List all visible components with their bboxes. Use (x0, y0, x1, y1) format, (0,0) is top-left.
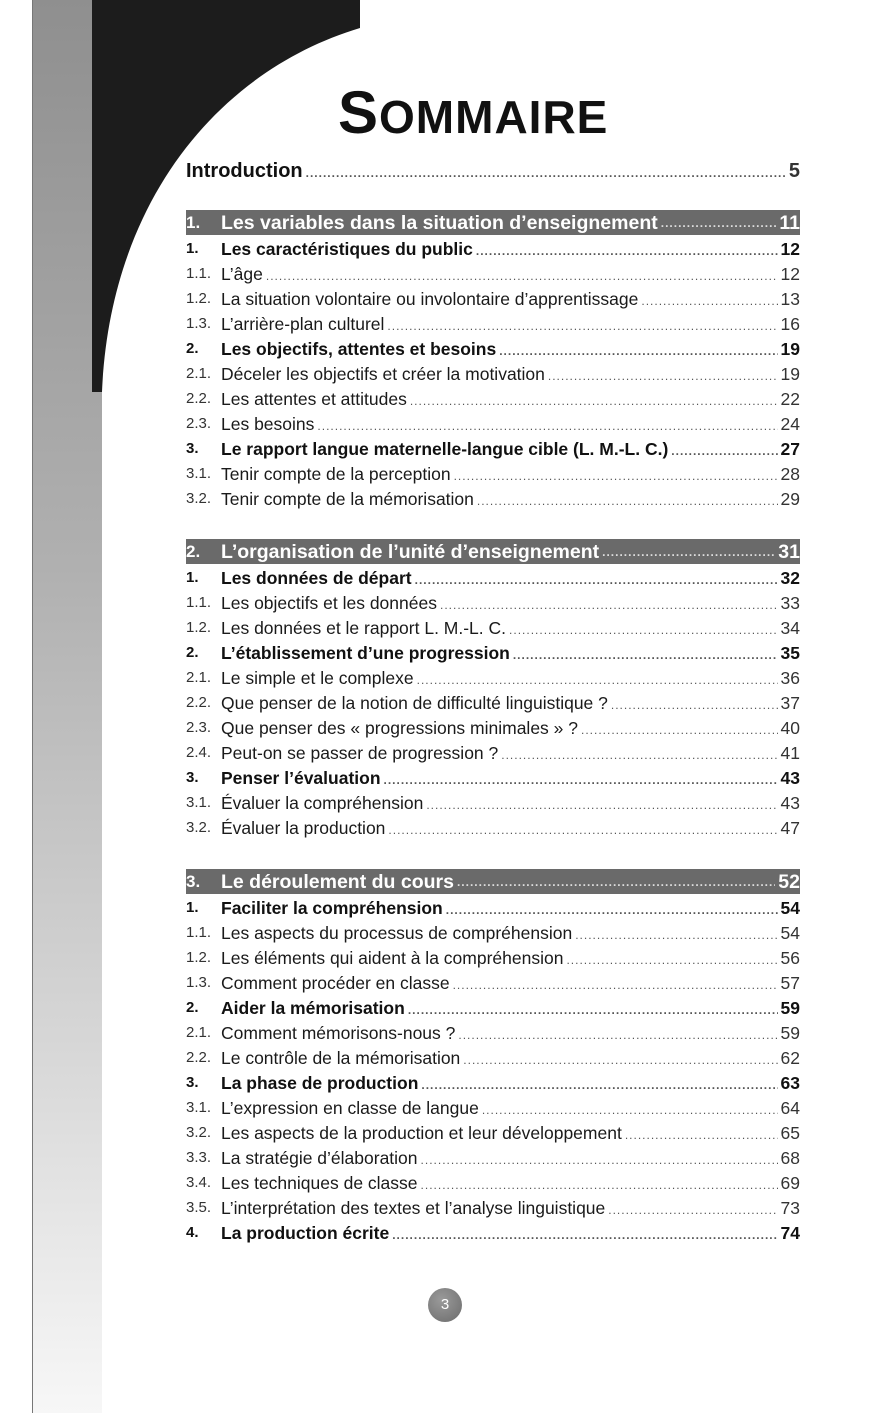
subsection-entry-label: Évaluer la production (221, 818, 386, 838)
introduction-entry-label: Introduction (186, 160, 303, 182)
section-header-label: Les variables dans la situation d’enseignement (221, 211, 658, 234)
chapter-entry-page: 59 (780, 998, 800, 1018)
subsection-entry-number: 2.3. (186, 719, 212, 736)
subsection-entry-label: Que penser de la notion de difficulté linguistique ? (221, 693, 608, 713)
subsection-entry (186, 1019, 800, 1044)
chapter-entry-label: Faciliter la compréhension (221, 898, 443, 918)
subsection-entry-number: 3.2. (186, 819, 212, 836)
chapter-entry-label: Les caractéristiques du public (221, 239, 473, 259)
subsection-entry-number: 1.3. (186, 315, 212, 332)
subsection-entry (186, 589, 800, 614)
dot-leader (392, 1226, 777, 1244)
dot-leader (509, 621, 778, 639)
subsection-entry-label: L’interprétation des textes et l’analyse linguistique (221, 1198, 606, 1218)
section-header-label: L’organisation de l’unité d’enseignement (221, 540, 600, 563)
subsection-entry-label: Comment procéder en classe (221, 973, 450, 993)
subsection-entry-label: Les aspects du processus de compréhension (221, 923, 573, 943)
subsection-entry-page: 64 (780, 1098, 800, 1118)
subsection-entry-label: Les aspects de la production et leur développement (221, 1123, 622, 1143)
dot-leader (266, 267, 778, 285)
subsection-entry-label: Le simple et le complexe (221, 668, 414, 688)
subsection-entry-page: 62 (780, 1048, 800, 1068)
introduction-entry (186, 157, 800, 182)
subsection-entry-page: 13 (780, 289, 800, 309)
subsection-entry-page: 54 (780, 923, 800, 943)
subsection-entry-label: L’expression en classe de langue (221, 1098, 479, 1118)
subsection-entry (186, 664, 800, 689)
dot-leader (641, 292, 777, 310)
subsection-entry (186, 410, 800, 435)
dot-leader (415, 571, 778, 589)
dot-leader (476, 242, 778, 260)
dot-leader (421, 1176, 778, 1194)
subsection-entry-number: 3.3. (186, 1149, 212, 1166)
subsection-entry (186, 360, 800, 385)
dot-leader (548, 367, 778, 385)
subsection-entry-number: 1.1. (186, 265, 212, 282)
chapter-entry-label: Le rapport langue maternelle-langue cible (L. M.-L. C.) (221, 439, 669, 459)
subsection-entry (186, 969, 800, 994)
subsection-entry-page: 65 (780, 1123, 800, 1143)
subsection-entry-number: 2.4. (186, 744, 212, 761)
subsection-entry-number: 1.2. (186, 290, 212, 307)
section-header-label: Le déroulement du cours (221, 870, 454, 893)
dot-leader (417, 671, 778, 689)
chapter-entry-page: 19 (780, 339, 800, 359)
chapter-entry (186, 1219, 800, 1244)
subsection-entry-page: 16 (780, 314, 800, 334)
subsection-entry-number: 2.2. (186, 694, 212, 711)
section-header-page: 31 (778, 540, 800, 563)
subsection-entry-number: 2.3. (186, 415, 212, 432)
dot-leader (454, 467, 778, 485)
subsection-entry (186, 919, 800, 944)
subsection-entry-number: 2.1. (186, 365, 212, 382)
subsection-entry-number: 1.1. (186, 924, 212, 941)
dot-leader (457, 871, 775, 893)
dot-leader (387, 317, 777, 335)
dot-leader (410, 392, 778, 410)
chapter-entry (186, 994, 800, 1019)
subsection-entry (186, 689, 800, 714)
subsection-entry (186, 814, 800, 839)
subsection-entry-number: 3.4. (186, 1174, 212, 1191)
subsection-entry-page: 33 (780, 593, 800, 613)
section-header-page: 52 (778, 870, 800, 893)
dot-leader (661, 212, 777, 234)
subsection-entry-number: 2.2. (186, 390, 212, 407)
chapter-entry-label: Penser l’évaluation (221, 768, 381, 788)
subsection-entry-page: 56 (780, 948, 800, 968)
subsection-entry-page: 43 (780, 793, 800, 813)
dot-leader (566, 951, 777, 969)
chapter-entry-label: La production écrite (221, 1223, 390, 1243)
dot-leader (458, 1026, 777, 1044)
subsection-entry (186, 1194, 800, 1219)
dot-leader (453, 976, 778, 994)
title-rest: OMMAIRE (379, 91, 609, 143)
dot-leader (440, 596, 778, 614)
chapter-entry-label: Aider la mémorisation (221, 998, 405, 1018)
subsection-entry (186, 1169, 800, 1194)
subsection-entry-label: Les techniques de classe (221, 1173, 418, 1193)
chapter-entry (186, 639, 800, 664)
chapter-entry-label: Les objectifs, attentes et besoins (221, 339, 497, 359)
subsection-entry (186, 385, 800, 410)
chapter-entry-page: 54 (780, 898, 800, 918)
subsection-entry (186, 944, 800, 969)
chapter-entry-number: 2. (186, 999, 199, 1016)
subsection-entry-page: 36 (780, 668, 800, 688)
chapter-entry-page: 35 (780, 643, 800, 663)
subsection-entry-label: La stratégie d’élaboration (221, 1148, 418, 1168)
subsection-entry-number: 1.3. (186, 974, 212, 991)
subsection-entry-label: La situation volontaire ou involontaire d’apprentissage (221, 289, 639, 309)
subsection-entry (186, 1044, 800, 1069)
subsection-entry (186, 1144, 800, 1169)
dot-leader (501, 746, 777, 764)
chapter-entry-number: 1. (186, 240, 199, 257)
subsection-entry-page: 24 (780, 414, 800, 434)
subsection-entry-page: 40 (780, 718, 800, 738)
dot-leader (482, 1101, 778, 1119)
chapter-entry (186, 235, 800, 260)
subsection-entry-page: 28 (780, 464, 800, 484)
subsection-entry-label: Les données et le rapport L. M.-L. C. (221, 618, 507, 638)
chapter-entry-label: La phase de production (221, 1073, 419, 1093)
subsection-entry-page: 41 (780, 743, 800, 763)
section-header-number: 2. (186, 541, 201, 561)
subsection-entry-page: 57 (780, 973, 800, 993)
subsection-entry-label: Les objectifs et les données (221, 593, 437, 613)
subsection-entry (186, 260, 800, 285)
subsection-entry-page: 73 (780, 1198, 800, 1218)
section-header (186, 869, 800, 894)
chapter-entry-number: 1. (186, 899, 199, 916)
subsection-entry (186, 739, 800, 764)
subsection-entry-number: 2.1. (186, 1024, 212, 1041)
chapter-entry (186, 764, 800, 789)
page-number-badge: 3 (428, 1288, 462, 1322)
subsection-entry-number: 3.2. (186, 1124, 212, 1141)
subsection-entry-label: Le contrôle de la mémorisation (221, 1048, 461, 1068)
chapter-entry-page: 43 (780, 768, 800, 788)
dot-leader (446, 901, 778, 919)
subsection-entry-label: L’arrière-plan culturel (221, 314, 385, 334)
subsection-entry-page: 69 (780, 1173, 800, 1193)
subsection-entry-label: Évaluer la compréhension (221, 793, 424, 813)
subsection-entry (186, 285, 800, 310)
subsection-entry-number: 3.1. (186, 794, 212, 811)
dot-leader (317, 417, 777, 435)
chapter-entry-number: 3. (186, 440, 199, 457)
dot-leader (421, 1076, 777, 1094)
chapter-entry-page: 32 (780, 568, 800, 588)
section-header-number: 1. (186, 212, 201, 232)
chapter-entry (186, 335, 800, 360)
subsection-entry (186, 1094, 800, 1119)
subsection-entry-number: 3.1. (186, 465, 212, 482)
dot-leader (671, 442, 777, 460)
subsection-entry (186, 714, 800, 739)
dot-leader (306, 164, 786, 182)
dot-leader (608, 1201, 777, 1219)
dot-leader (463, 1051, 777, 1069)
chapter-entry-number: 1. (186, 569, 199, 586)
subsection-entry-number: 3.5. (186, 1199, 212, 1216)
introduction-entry-page: 5 (788, 160, 800, 182)
dot-leader (384, 771, 778, 789)
chapter-entry-number: 4. (186, 1224, 199, 1241)
subsection-entry-page: 59 (780, 1023, 800, 1043)
dot-leader (408, 1001, 778, 1019)
subsection-entry-number: 1.2. (186, 949, 212, 966)
subsection-entry-label: Les éléments qui aident à la compréhension (221, 948, 564, 968)
subsection-entry-number: 3.1. (186, 1099, 212, 1116)
subsection-entry-page: 29 (780, 489, 800, 509)
dot-leader (611, 696, 778, 714)
subsection-entry (186, 789, 800, 814)
subsection-entry-page: 19 (780, 364, 800, 384)
dot-leader (581, 721, 778, 739)
subsection-entry-page: 34 (780, 618, 800, 638)
dot-leader (426, 796, 777, 814)
subsection-entry (186, 485, 800, 510)
chapter-entry (186, 435, 800, 460)
section-header-page: 11 (779, 211, 800, 234)
chapter-entry-number: 3. (186, 1074, 199, 1091)
dot-leader (477, 492, 778, 510)
subsection-entry-label: Peut-on se passer de progression ? (221, 743, 499, 763)
chapter-entry-label: L’établissement d’une progression (221, 643, 510, 663)
chapter-entry-number: 2. (186, 340, 199, 357)
subsection-entry-number: 2.1. (186, 669, 212, 686)
chapter-entry (186, 894, 800, 919)
subsection-entry-label: Comment mémorisons-nous ? (221, 1023, 456, 1043)
subsection-entry-label: Déceler les objectifs et créer la motivation (221, 364, 545, 384)
subsection-entry-page: 68 (780, 1148, 800, 1168)
dot-leader (625, 1126, 778, 1144)
chapter-entry (186, 564, 800, 589)
dot-leader (602, 541, 775, 563)
title-initial: S (338, 79, 380, 146)
subsection-entry-label: Tenir compte de la perception (221, 464, 451, 484)
subsection-entry-number: 3.2. (186, 490, 212, 507)
subsection-entry-page: 37 (780, 693, 800, 713)
subsection-entry-label: L’âge (221, 264, 263, 284)
dot-leader (388, 821, 777, 839)
subsection-entry-label: Les attentes et attitudes (221, 389, 407, 409)
chapter-entry-page: 74 (780, 1223, 800, 1243)
subsection-entry-label: Tenir compte de la mémorisation (221, 489, 474, 509)
subsection-entry-page: 22 (780, 389, 800, 409)
subsection-entry-page: 47 (780, 818, 800, 838)
subsection-entry-number: 2.2. (186, 1049, 212, 1066)
page-title (338, 78, 608, 147)
section-header (186, 210, 800, 235)
chapter-entry-number: 3. (186, 769, 199, 786)
subsection-entry-number: 1.1. (186, 594, 212, 611)
dot-leader (421, 1151, 778, 1169)
chapter-entry-page: 63 (780, 1073, 800, 1093)
dot-leader (575, 926, 777, 944)
section-header (186, 539, 800, 564)
subsection-entry-label: Les besoins (221, 414, 315, 434)
subsection-entry-number: 1.2. (186, 619, 212, 636)
chapter-entry-page: 27 (780, 439, 800, 459)
subsection-entry-label: Que penser des « progressions minimales » ? (221, 718, 578, 738)
subsection-entry-page: 12 (780, 264, 800, 284)
dot-leader (513, 646, 778, 664)
chapter-entry (186, 1069, 800, 1094)
subsection-entry (186, 460, 800, 485)
chapter-entry-page: 12 (780, 239, 800, 259)
chapter-entry-label: Les données de départ (221, 568, 412, 588)
subsection-entry (186, 310, 800, 335)
chapter-entry-number: 2. (186, 644, 199, 661)
subsection-entry (186, 1119, 800, 1144)
subsection-entry (186, 614, 800, 639)
dot-leader (499, 342, 777, 360)
section-header-number: 3. (186, 871, 201, 891)
